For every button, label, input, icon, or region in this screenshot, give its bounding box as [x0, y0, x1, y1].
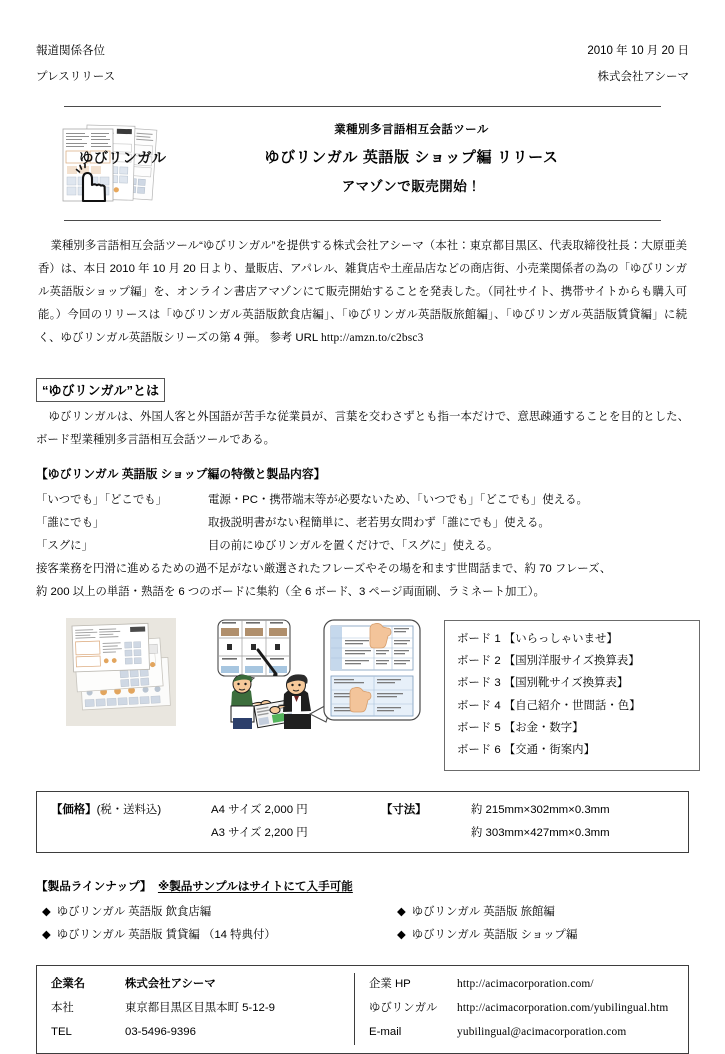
features-note-line-1: 接客業務を円滑に進めるための過不足がない厳選されたフレーズやその場を和ます世間話まで、約 70 フレーズ、 — [36, 562, 612, 575]
features-note-line-2: 約 200 以上の単語・熟語を 6 つのボードに集約（全 6 ボード、3 ページ両面刷、ラミネート加工）。 — [36, 585, 545, 598]
price-row — [37, 799, 688, 822]
feature-row — [36, 535, 689, 558]
lineup-heading-row — [36, 875, 689, 898]
about-heading: “ゆびリンガル”とは — [36, 378, 165, 402]
board-item: ボード 2 【国別洋服サイズ換算表】 — [457, 655, 640, 668]
email-value[interactable]: yubilingual@acimacorporation.com — [457, 1025, 627, 1038]
about-body: ゆびリンガルは、外国人客と外国語が苦手な従業員が、言葉を交わさずとも指一本だけで、意思疎通することを目的とした、ボード型業種別多言語相互会話ツールである。 — [36, 410, 689, 446]
header-date: 2010 年 10 月 20 日 — [587, 45, 689, 57]
product-site-url[interactable]: http://acimacorporation.com/yubilingual.htm — [457, 1002, 669, 1015]
price-size-value: A4 サイズ 2,000 円 — [211, 803, 308, 816]
email-label: E-mail — [369, 1025, 402, 1038]
feature-term: 「誰にでも」 — [36, 516, 105, 529]
media-row — [36, 618, 689, 771]
board-item: ボード 4 【自己紹介・世間話・色】 — [457, 699, 641, 712]
lineup-grid — [36, 901, 689, 948]
price-label-spacer — [37, 822, 211, 845]
reference-url[interactable]: http://amzn.to/c2bsc3 — [320, 332, 424, 345]
title-band — [36, 121, 689, 207]
price-label-cell — [37, 799, 211, 822]
logo-container — [36, 121, 186, 207]
company-info-row — [51, 1021, 275, 1045]
price-label-note: (税・送料込) — [96, 803, 162, 816]
title-subtitle: 業種別多言語相互会話ツール — [334, 124, 489, 136]
company-hp-url[interactable]: http://acimacorporation.com/ — [457, 978, 594, 991]
usage-illustration — [214, 618, 422, 730]
header-recipient: 報道関係各位 — [36, 45, 105, 57]
diamond-icon: ◆ — [42, 929, 51, 941]
header-row-2 — [36, 68, 689, 84]
speech-bubble-left — [218, 620, 290, 694]
lineup-item — [42, 901, 397, 924]
lead-paragraph-text: 業種別多言語相互会話ツール“ゆびリンガル”を提供する株式会社アシーマ（本社：東京都目黒区、代表取締役社長：大原亜美香）は、本日 2010 年 10 月 20 日より、量販店、アパレル、雑貨店や土産品店などの商店街、小売業関係者の為の「ゆびリンガル英語版ショップ編」を、オンライン書店アマゾンにて販売開始することを発表した。（同社サイト、携帯サイトからも購入可能。）今回のリリースは「ゆびリンガル英語版飲食店編」、「ゆびリンガル英語版旅館編」、「ゆびリンガル英語版賃貸編」に続く、ゆびリンガル英語版シリーズの第 4 弾。 参考 URL — [38, 240, 687, 345]
price-row — [37, 822, 688, 845]
product-photo-container — [36, 618, 206, 731]
boards-list-box — [444, 620, 700, 771]
company-info-right — [355, 973, 688, 1044]
product-site-label: ゆびリンガル — [369, 1002, 438, 1015]
lineup-item-label: ゆびリンガル 英語版 飲食店編 — [56, 905, 212, 918]
lead-paragraph — [36, 235, 689, 350]
feature-desc: 取扱説明書がない程簡単に、老若男女問わず「誰にでも」使える。 — [208, 516, 550, 529]
feature-row — [36, 489, 689, 512]
board-item: ボード 6 【交通・街案内】 — [457, 744, 595, 757]
logo-wordmark-text: ゆびリンガル — [79, 151, 166, 167]
feature-term: 「スグに」 — [36, 539, 93, 552]
company-link-row — [369, 973, 668, 997]
price-size-value: A3 サイズ 2,200 円 — [211, 826, 308, 839]
company-info-row — [51, 997, 275, 1021]
price-box — [36, 791, 689, 854]
features-table — [36, 489, 689, 558]
yubilingual-logo-icon — [53, 123, 169, 207]
document-header — [36, 42, 689, 84]
price-label: 【価格】 — [51, 803, 97, 816]
lineup-item — [42, 924, 397, 947]
company-link-row — [369, 997, 668, 1021]
feature-desc: 目の前にゆびリンガルを置くだけで、「スグに」使える。 — [208, 539, 499, 552]
company-info-left — [37, 973, 355, 1044]
diamond-icon: ◆ — [397, 905, 406, 918]
product-boards-photo — [66, 618, 176, 726]
feature-row — [36, 512, 689, 535]
dimension-label-spacer — [381, 822, 471, 845]
lineup-item — [397, 901, 689, 924]
company-name-label: 企業名 — [51, 978, 86, 991]
price-table — [37, 799, 688, 845]
header-doc-type: プレスリリース — [36, 71, 116, 83]
feature-desc: 電源・PC・携帯端末等が必要ないため、「いつでも」「どこでも」使える。 — [208, 493, 588, 506]
feature-term: 「いつでも」「どこでも」 — [36, 493, 167, 506]
diamond-icon: ◆ — [397, 929, 406, 941]
company-address-value: 東京都目黒区目黒本町 5-12-9 — [125, 1002, 275, 1015]
board-item: ボード 5 【お金・数字】 — [457, 722, 584, 735]
lineup-item-label: ゆびリンガル 英語版 賃貸編 （14 特典付） — [56, 929, 276, 941]
page-title: ゆびリンガル 英語版 ショップ編 リリース — [264, 149, 559, 166]
company-tel-label: TEL — [51, 1025, 72, 1038]
lineup-item-label: ゆびリンガル 英語版 ショップ編 — [411, 929, 578, 941]
header-row-1 — [36, 42, 689, 58]
company-info-row — [51, 973, 275, 997]
dimension-label: 【寸法】 — [381, 803, 427, 816]
company-tel-value: 03-5496-9396 — [125, 1025, 196, 1038]
board-item: ボード 3 【国別靴サイズ換算表】 — [457, 677, 629, 690]
title-tagline: アマゾンで販売開始！ — [341, 179, 482, 194]
company-address-label: 本社 — [51, 1002, 74, 1015]
board-item: ボード 1 【いらっしゃいませ】 — [457, 632, 618, 645]
boards-column — [434, 618, 700, 771]
lineup-item-label: ゆびリンガル 英語版 旅館編 — [411, 905, 555, 918]
company-link-row — [369, 1021, 668, 1045]
dimension-value: 約 303mm×427mm×0.3mm — [471, 826, 610, 839]
title-block — [186, 121, 689, 195]
company-info-box — [36, 965, 689, 1053]
people-illustration — [231, 674, 311, 729]
company-hp-label: 企業 HP — [369, 978, 411, 991]
lineup-item — [397, 924, 689, 947]
usage-illustration-container — [206, 618, 434, 735]
header-divider-top — [64, 106, 661, 107]
diamond-icon: ◆ — [42, 905, 51, 918]
dimension-value: 約 215mm×302mm×0.3mm — [471, 803, 610, 816]
header-divider-bottom — [64, 220, 661, 221]
speech-bubble-right — [310, 620, 420, 722]
features-heading: 【ゆびリンガル 英語版 ショップ編の特徴と製品内容】 — [36, 467, 326, 481]
lineup-note: ※製品サンプルはサイトにて入手可能 — [157, 880, 353, 894]
header-company: 株式会社アシーマ — [597, 71, 689, 83]
company-name-value: 株式会社アシーマ — [125, 978, 216, 991]
lineup-heading: 【製品ラインナップ】 — [36, 880, 152, 894]
